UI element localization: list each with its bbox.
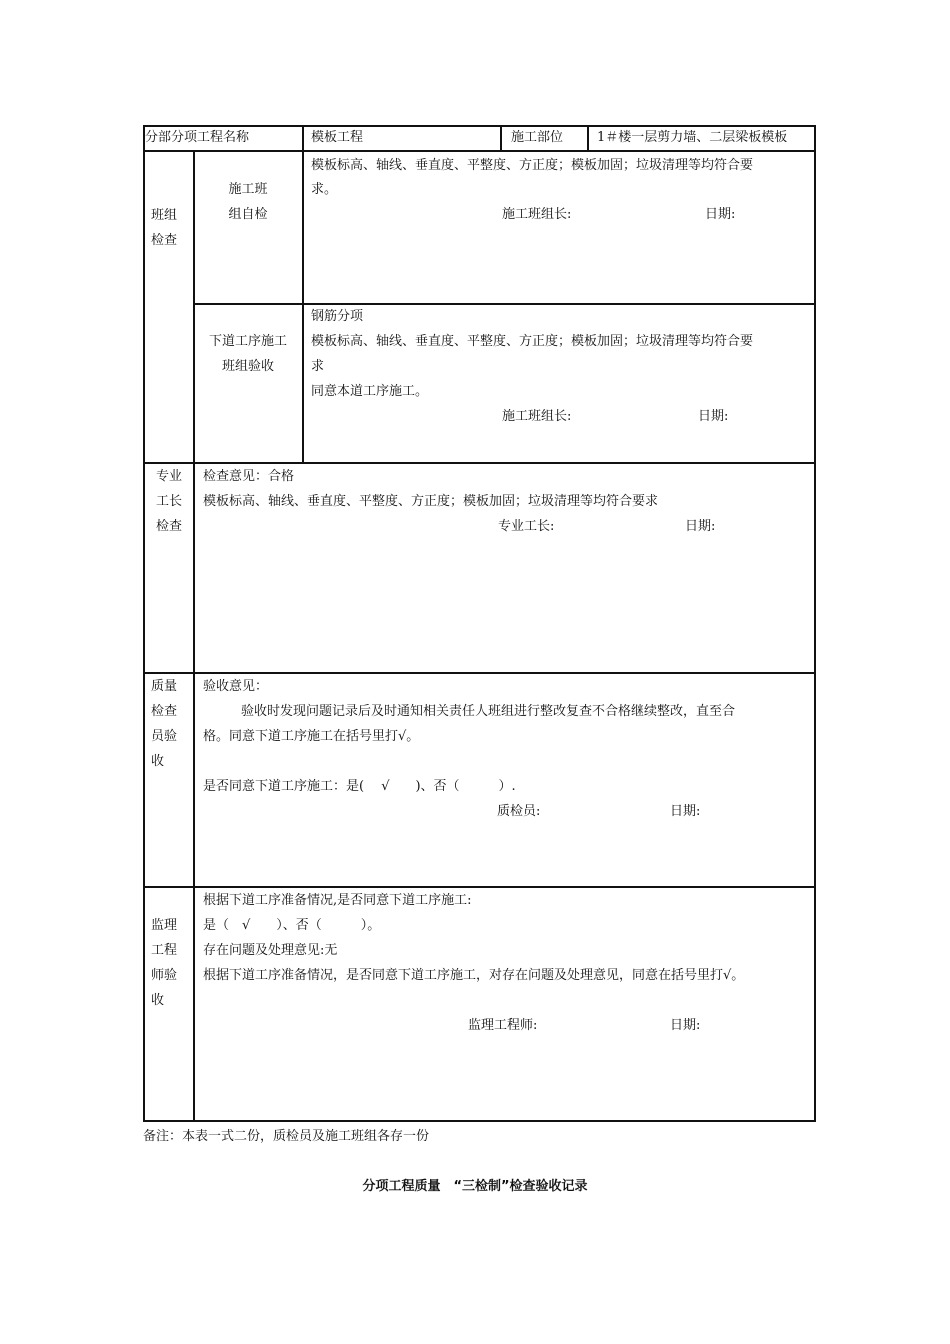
quality-label: 员验 [151, 729, 178, 744]
foreman-label: 检查 [155, 519, 182, 534]
remark-note: 备注：本表一式二份，质检员及施工班组各存一份 [143, 1129, 430, 1144]
supervisor-label: 收 [151, 993, 165, 1008]
next-check-content: 求 [311, 359, 325, 374]
self-check-label: 组自检 [228, 207, 268, 222]
row-divider [193, 303, 816, 305]
project-name: 模板工程 [311, 130, 364, 145]
quality-content: 格。同意下道工序施工在括号里打√。 [203, 729, 420, 744]
foreman-content: 检查意见：合格 [203, 469, 295, 484]
border-left [143, 125, 145, 1122]
next-check-content: 模板标高、轴线、垂直度、平整度、方正度；模板加固；垃圾清理等均符合要 [311, 334, 754, 349]
quality-content: 验收意见： [203, 679, 269, 694]
foreman-signer: 专业工长: [498, 519, 555, 534]
row-divider [143, 150, 816, 152]
foreman-content: 模板标高、轴线、垂直度、平整度、方正度；模板加固；垃圾清理等均符合要求 [203, 494, 659, 509]
supervisor-date: 日期: [670, 1018, 701, 1033]
self-check-label: 施工班 [228, 182, 268, 197]
supervisor-label: 监理 [151, 918, 178, 933]
col-divider [193, 150, 195, 1122]
team-check-label: 班组 [151, 208, 178, 223]
team-check-label: 检查 [151, 233, 178, 248]
form-title: 分项工程质量 “三检制”检查验收记录 [362, 1179, 588, 1194]
supervisor-label: 师验 [151, 968, 178, 983]
quality-label: 质量 [151, 679, 178, 694]
inspection-form [143, 125, 816, 1122]
next-check-signer: 施工班组长: [502, 409, 572, 424]
quality-agree: 是否同意下道工序施工：是( √ )、否（ ）. [203, 779, 516, 794]
quality-signer: 质检员: [497, 804, 541, 819]
self-check-date: 日期: [705, 207, 736, 222]
self-check-content: 求。 [311, 182, 338, 197]
quality-content: 验收时发现问题记录后及时通知相关责任人班组进行整改复查不合格继续整改，直至合 [241, 704, 736, 719]
col-divider [587, 125, 589, 152]
col-divider [500, 125, 502, 152]
next-check-content: 钢筋分项 [311, 309, 364, 324]
next-check-content: 同意本道工序施工。 [311, 384, 429, 399]
quality-label: 收 [151, 754, 165, 769]
supervisor-content: 根据下道工序准备情况,是否同意下道工序施工: [203, 893, 472, 908]
supervisor-label: 工程 [151, 943, 178, 958]
foreman-label: 专业 [155, 469, 182, 484]
label-project-name: 分部分项工程名称 [145, 130, 250, 145]
next-check-date: 日期: [698, 409, 729, 424]
supervisor-content: 存在问题及处理意见:无 [203, 943, 338, 958]
next-check-label: 班组验收 [221, 359, 274, 374]
foreman-date: 日期: [685, 519, 716, 534]
supervisor-signer: 监理工程师: [468, 1018, 538, 1033]
supervisor-content: 根据下道工序准备情况，是否同意下道工序施工，对存在问题及处理意见，同意在括号里打√。 [203, 968, 745, 983]
location: 1＃楼一层剪力墙、二层梁板模板 [597, 130, 788, 145]
self-check-signer: 施工班组长: [502, 207, 572, 222]
label-location: 施工部位 [511, 130, 564, 145]
col-divider [302, 125, 304, 152]
next-check-label: 下道工序施工 [208, 334, 287, 349]
self-check-content: 模板标高、轴线、垂直度、平整度、方正度；模板加固；垃圾清理等均符合要 [311, 158, 754, 173]
border-right [814, 125, 816, 1122]
col-divider [302, 150, 304, 464]
supervisor-content: 是（ √ ）、否（ ）。 [203, 918, 381, 933]
foreman-label: 工长 [155, 494, 182, 509]
border-bottom [143, 1120, 816, 1122]
quality-label: 检查 [151, 704, 178, 719]
quality-date: 日期: [670, 804, 701, 819]
